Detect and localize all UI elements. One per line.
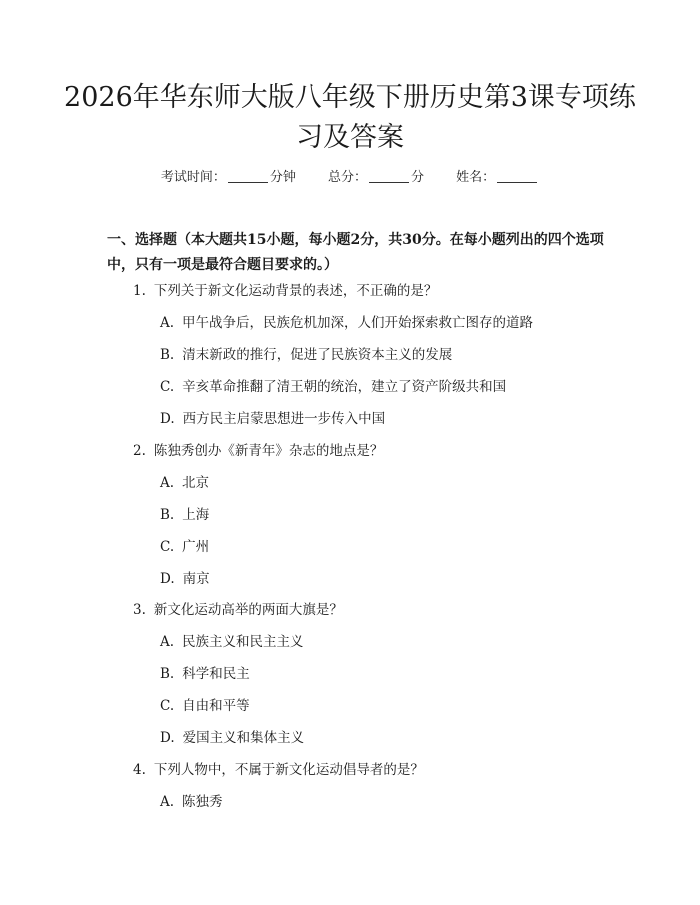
option-3a [160,632,304,652]
option-text: 辛亥革命推翻了清王朝的统治，建立了资产阶级共和国 [182,379,507,395]
option-3b [160,664,250,684]
option-1b [160,345,452,365]
exam-info-line [0,168,700,188]
option-letter: A. [160,634,175,650]
option-text: 南京 [182,571,210,587]
page-title: 2026年华东师大版八年级下册历史第3课专项练习及答案 [64,82,636,153]
question-text: 新文化运动高举的两面大旗是？ [153,602,343,618]
option-text: 上海 [182,507,210,523]
option-1c [160,377,506,397]
total-score-unit: 分 [411,170,425,185]
question-text: 下列关于新文化运动背景的表述，不正确的是？ [153,283,438,299]
option-text: 广州 [182,539,210,555]
option-2b [160,505,209,525]
option-letter: B. [160,666,175,682]
option-text: 甲午战争后，民族危机加深，人们开始探索救亡图存的道路 [182,315,534,331]
question-2 [133,441,383,461]
option-2d [160,569,210,589]
option-text: 爱国主义和集体主义 [182,730,305,746]
question-4 [133,760,424,780]
total-score-label: 总分： [327,170,367,185]
option-text: 科学和民主 [182,666,250,682]
option-letter: D. [160,730,175,746]
option-letter: A. [160,475,175,491]
section-heading: 一、选择题（本大题共15小题，每小题2分，共30分。在每小题列出的四个选项中，只有一项是最符合题目要求的。） [107,232,604,273]
option-text: 北京 [182,475,210,491]
question-number: 3. [133,602,146,618]
option-text: 民族主义和民主主义 [182,634,304,650]
option-2c [160,537,209,557]
exam-time-unit: 分钟 [269,170,296,185]
option-text: 自由和平等 [182,698,250,714]
option-2a [160,473,209,493]
option-letter: C. [160,698,175,714]
total-score-field [328,168,424,188]
question-3 [133,600,343,620]
student-name-blank [497,168,537,183]
option-letter: B. [160,507,175,523]
option-1d [160,409,385,429]
option-3d [160,728,304,748]
option-3c [160,696,250,716]
total-score-blank [369,168,409,183]
exam-time-blank [228,168,268,183]
option-letter: A. [160,794,175,810]
question-text: 下列人物中，不属于新文化运动倡导者的是？ [153,762,424,778]
option-text: 陈独秀 [182,794,223,810]
option-1a [160,313,533,333]
student-name-field [456,168,539,188]
option-text: 清末新政的推行，促进了民族资本主义的发展 [182,347,453,363]
question-number: 2. [133,443,146,459]
option-4a [160,792,223,812]
question-number: 1. [133,283,146,299]
exam-time-field [161,168,296,188]
option-letter: D. [160,411,175,427]
option-letter: B. [160,347,175,363]
question-number: 4. [133,762,146,778]
option-text: 西方民主启蒙思想进一步传入中国 [182,411,386,427]
exam-time-label: 考试时间： [160,170,226,185]
option-letter: A. [160,315,175,331]
option-letter: C. [160,539,175,555]
option-letter: D. [160,571,175,587]
question-1 [133,281,437,301]
option-letter: C. [160,379,175,395]
question-text: 陈独秀创办《新青年》杂志的地点是？ [153,443,384,459]
student-name-label: 姓名： [456,170,496,185]
